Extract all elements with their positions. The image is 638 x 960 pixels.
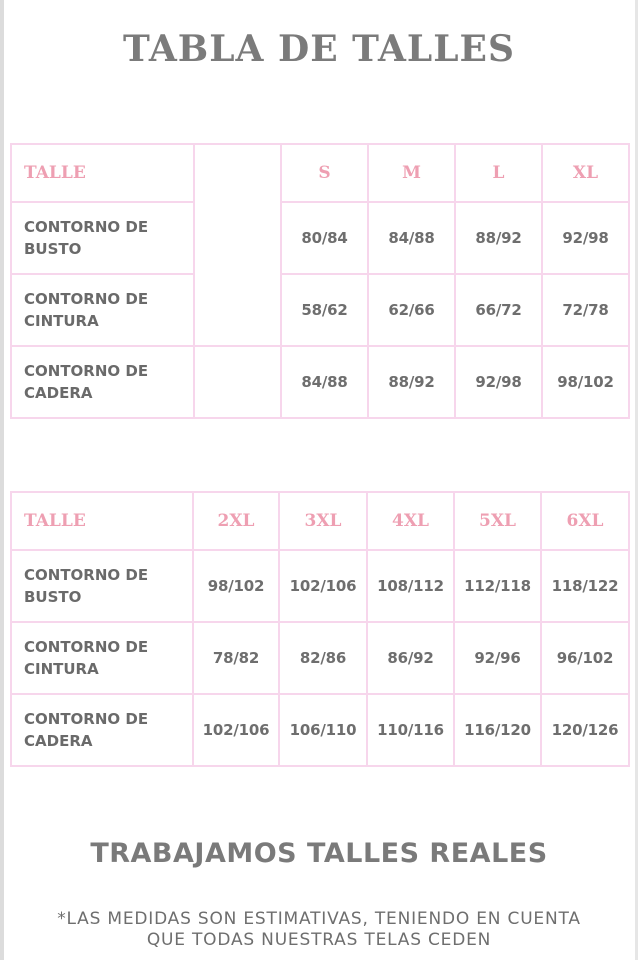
value-cell: 96/102 — [541, 622, 629, 694]
table-header-row — [11, 492, 629, 550]
value-cell: 78/82 — [193, 622, 279, 694]
value-cell: 118/122 — [541, 550, 629, 622]
disclaimer-note: *LAS MEDIDAS SON ESTIMATIVAS, TENIENDO EN CUENTA QUE TODAS NUESTRAS TELAS CEDEN — [57, 909, 581, 950]
value-cell: 62/66 — [368, 274, 455, 346]
value-cell: 102/106 — [279, 550, 367, 622]
table-row-cintura — [11, 274, 629, 346]
row-label-cintura: CONTORNO DE CINTURA — [11, 622, 193, 694]
value-cell: 84/88 — [281, 346, 368, 418]
value-cell: 92/98 — [455, 346, 542, 418]
talle-header: TALLE — [11, 492, 193, 550]
value-cell: 106/110 — [279, 694, 367, 766]
size-header-5xl: 5XL — [454, 492, 541, 550]
table-row-cintura — [11, 622, 629, 694]
value-cell: 58/62 — [281, 274, 368, 346]
talle-header: TALLE — [11, 144, 194, 202]
value-cell: 88/92 — [368, 346, 455, 418]
table-header-row — [11, 144, 629, 202]
left-edge-shadow — [0, 0, 4, 960]
value-cell: 66/72 — [455, 274, 542, 346]
size-table-2 — [10, 491, 630, 767]
empty-cell — [194, 144, 281, 346]
row-label-cintura: CONTORNO DE CINTURA — [11, 274, 194, 346]
value-cell: 72/78 — [542, 274, 629, 346]
size-header-4xl: 4XL — [367, 492, 454, 550]
value-cell: 98/102 — [542, 346, 629, 418]
size-table-1 — [10, 143, 630, 419]
row-label-busto: CONTORNO DE BUSTO — [11, 202, 194, 274]
tagline: TRABAJAMOS TALLES REALES — [90, 838, 548, 869]
row-label-busto: CONTORNO DE BUSTO — [11, 550, 193, 622]
size-header-2xl: 2XL — [193, 492, 279, 550]
table-row-cadera — [11, 694, 629, 766]
value-cell: 86/92 — [367, 622, 454, 694]
value-cell: 80/84 — [281, 202, 368, 274]
value-cell: 112/118 — [454, 550, 541, 622]
value-cell: 92/96 — [454, 622, 541, 694]
table-row-busto — [11, 202, 629, 274]
table-row-cadera — [11, 346, 629, 418]
size-header-l: L — [455, 144, 542, 202]
value-cell: 88/92 — [455, 202, 542, 274]
row-label-cadera: CONTORNO DE CADERA — [11, 346, 194, 418]
value-cell: 98/102 — [193, 550, 279, 622]
value-cell: 108/112 — [367, 550, 454, 622]
page-title: TABLA DE TALLES — [123, 28, 515, 70]
value-cell: 82/86 — [279, 622, 367, 694]
size-header-3xl: 3XL — [279, 492, 367, 550]
size-header-s: S — [281, 144, 368, 202]
empty-cell — [194, 346, 281, 418]
value-cell: 120/126 — [541, 694, 629, 766]
row-label-cadera: CONTORNO DE CADERA — [11, 694, 193, 766]
size-header-xl: XL — [542, 144, 629, 202]
size-header-6xl: 6XL — [541, 492, 629, 550]
value-cell: 92/98 — [542, 202, 629, 274]
value-cell: 116/120 — [454, 694, 541, 766]
value-cell: 84/88 — [368, 202, 455, 274]
table-row-busto — [11, 550, 629, 622]
value-cell: 102/106 — [193, 694, 279, 766]
size-header-m: M — [368, 144, 455, 202]
value-cell: 110/116 — [367, 694, 454, 766]
